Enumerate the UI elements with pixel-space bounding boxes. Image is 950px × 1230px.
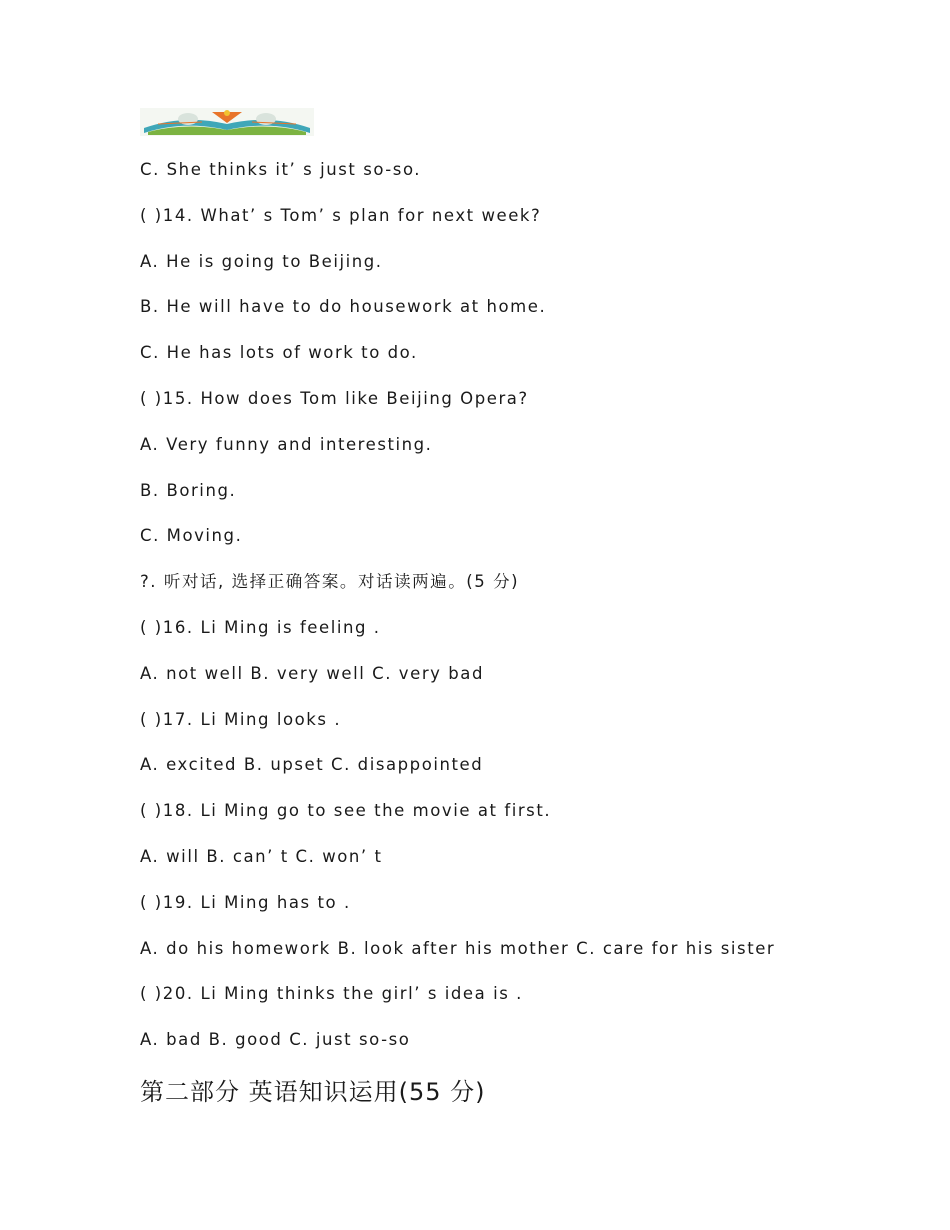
option-line: A. do his homework B. look after his mother C. care for his sister bbox=[140, 938, 776, 958]
question-line: ( )20. Li Ming thinks the girl’ s idea is . bbox=[140, 984, 523, 1004]
question-line: ( )18. Li Ming go to see the movie at first. bbox=[140, 801, 552, 821]
option-line: A. Very funny and interesting. bbox=[140, 434, 433, 454]
option-line: C. She thinks it’ s just so-so. bbox=[140, 160, 422, 179]
question-line: ( )14. What’ s Tom’ s plan for next week? bbox=[140, 205, 542, 225]
book-banner-logo-icon bbox=[140, 108, 314, 136]
section-instruction: ?. 听对话, 选择正确答案。对话读两遍。(5 分) bbox=[140, 572, 520, 592]
option-line: A. excited B. upset C. disappointed bbox=[140, 755, 484, 775]
question-line: ( )16. Li Ming is feeling . bbox=[140, 617, 381, 637]
question-line: ( )15. How does Tom like Beijing Opera? bbox=[140, 388, 529, 408]
question-lines bbox=[140, 152, 900, 1068]
question-line: ( )17. Li Ming looks . bbox=[140, 709, 342, 729]
option-line: A. He is going to Beijing. bbox=[140, 251, 383, 271]
option-line: C. Moving. bbox=[140, 526, 243, 546]
option-line: A. bad B. good C. just so-so bbox=[140, 1030, 411, 1050]
option-line: A. will B. can’ t C. won’ t bbox=[140, 846, 383, 866]
question-line: ( )19. Li Ming has to . bbox=[140, 892, 351, 912]
option-line: C. He has lots of work to do. bbox=[140, 343, 418, 363]
option-line: B. He will have to do housework at home. bbox=[140, 297, 547, 317]
option-line: A. not well B. very well C. very bad bbox=[140, 663, 484, 683]
option-line: B. Boring. bbox=[140, 480, 237, 500]
section-heading: 第二部分 英语知识运用(55 分) bbox=[140, 1078, 486, 1106]
